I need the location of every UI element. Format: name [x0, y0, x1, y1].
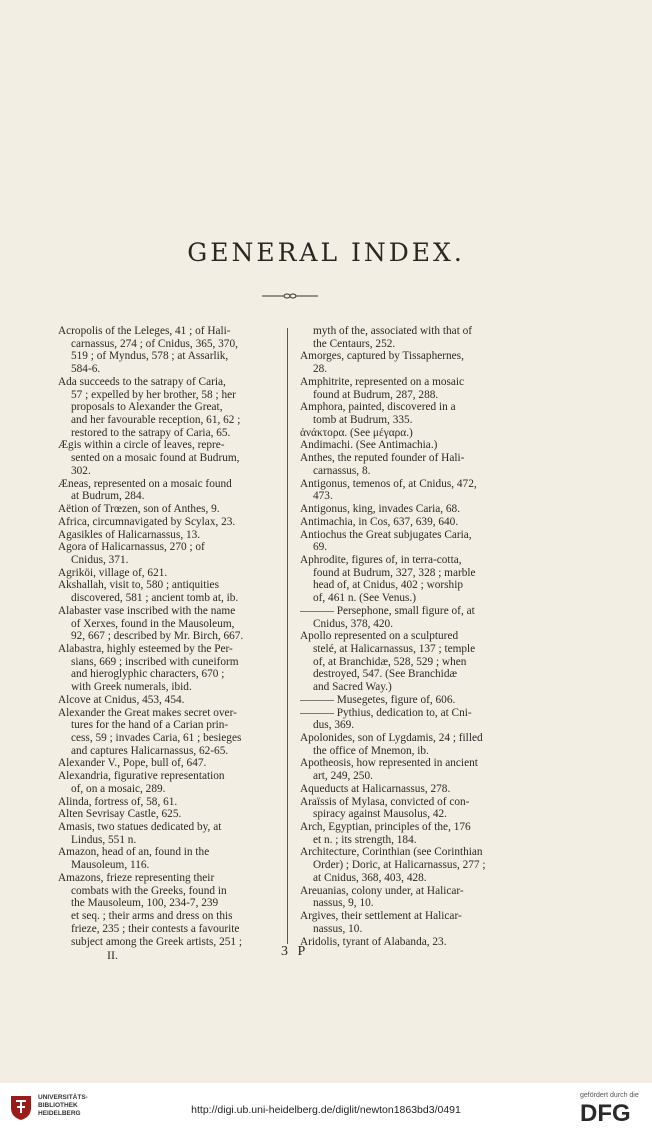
index-line: Mausoleum, 116. — [71, 859, 150, 872]
index-line: Antimachia, in Cos, 637, 639, 640. — [300, 515, 459, 528]
index-line: Amazons, frieze representing their — [58, 871, 215, 884]
index-line: Anthes, the reputed founder of Hali- — [300, 452, 465, 465]
index-line: Antigonus, temenos of, at Cnidus, 472, — [300, 477, 477, 490]
index-line: found at Budrum, 327, 328 ; marble — [313, 566, 476, 579]
index-line: subject among the Greek artists, 251 ; — [71, 935, 242, 948]
index-line: sented on a mosaic found at Budrum, — [71, 452, 240, 465]
index-line: the Centaurs, 252. — [313, 337, 396, 350]
index-line: Alexandria, figurative representation — [58, 770, 225, 783]
volume-signature: II. — [107, 948, 118, 962]
index-line: Antigonus, king, invades Caria, 68. — [300, 503, 461, 516]
index-line: 28. — [313, 363, 328, 376]
index-line: and hieroglyphic characters, 670 ; — [71, 668, 225, 681]
index-line: sians, 669 ; inscribed with cuneiform — [71, 655, 239, 668]
index-line: discovered, 581 ; ancient tomb at, ib. — [71, 592, 239, 605]
index-line: and captures Halicarnassus, 62-65. — [71, 744, 229, 757]
index-line: Aridolis, tyrant of Alabanda, 23. — [300, 935, 447, 948]
index-line: ——— Musegetes, figure of, 606. — [300, 693, 456, 706]
index-line: ——— Persephone, small figure of, at — [300, 604, 475, 617]
index-line: Cnidus, 378, 420. — [313, 617, 394, 630]
index-line: of, at Branchidæ, 528, 529 ; when — [313, 655, 467, 668]
title-ornament-icon — [262, 292, 318, 300]
index-line: restored to the satrapy of Caria, 65. — [71, 426, 231, 439]
index-line: Apolonides, son of Lygdamis, 24 ; filled — [300, 732, 483, 744]
index-line: art, 249, 250. — [313, 770, 373, 783]
index-line: and her favourable reception, 61, 62 ; — [71, 414, 241, 427]
dfg-logo — [580, 1100, 642, 1124]
index-line: dus, 369. — [313, 719, 355, 732]
index-line: Andimachi. (See Antimachia.) — [300, 439, 438, 452]
index-line: et n. ; its strength, 184. — [313, 833, 417, 846]
index-line: the office of Mnemon, ib. — [313, 744, 429, 757]
index-line: frieze, 235 ; their contests a favourite — [71, 922, 240, 935]
index-line: 69. — [313, 541, 328, 554]
index-line: Antiochus the Great subjugates Caria, — [300, 528, 472, 541]
index-line: Apotheosis, how represented in ancient — [300, 757, 478, 770]
index-line: Aqueducts at Halicarnassus, 278. — [300, 782, 451, 795]
index-line: stelé, at Halicarnassus, 137 ; temple — [313, 642, 476, 655]
index-line: head of, at Cnidus, 402 ; worship — [313, 579, 463, 592]
index-line: Alexander the Great makes secret over- — [58, 706, 237, 719]
index-line: et seq. ; their arms and dress on this — [71, 910, 233, 923]
index-line: Akshallah, visit to, 580 ; antiquities — [58, 579, 219, 592]
index-line: tures for the hand of a Carian prin- — [71, 719, 229, 732]
index-line: combats with the Greeks, found in — [71, 884, 227, 897]
index-line: Amphitrite, represented on a mosaic — [300, 375, 465, 388]
index-line: cess, 59 ; invades Caria, 61 ; besieges — [71, 732, 242, 744]
index-line: with Greek numerals, ibid. — [71, 681, 192, 694]
index-line: the Mausoleum, 100, 234-7, 239 — [71, 897, 219, 910]
funding-note: gefördert durch die — [580, 1092, 639, 1099]
index-line: Alinda, fortress of, 58, 61. — [58, 795, 178, 808]
index-line: Africa, circumnavigated by Scylax, 23. — [58, 515, 236, 528]
index-line: carnassus, 274 ; of Cnidus, 365, 370, — [71, 337, 238, 350]
index-line: Alten Sevrisay Castle, 625. — [58, 808, 182, 821]
index-line: Amorges, captured by Tissaphernes, — [300, 350, 464, 363]
index-line: 57 ; expelled by her brother, 58 ; her — [71, 388, 236, 401]
permalink[interactable]: http://digi.ub.uni-heidelberg.de/diglit/newton1863bd3/0491 — [191, 1104, 461, 1116]
column-divider — [287, 328, 288, 944]
index-line: proposals to Alexander the Great, — [71, 401, 223, 414]
index-line: Aëtion of Trœzen, son of Anthes, 9. — [58, 503, 220, 516]
index-line: ἀνάκτορα. (See μέγαρα.) — [300, 426, 413, 439]
page-title: GENERAL INDEX. — [187, 238, 465, 267]
index-line: 473. — [313, 490, 333, 503]
index-line: Aphrodite, figures of, in terra-cotta, — [300, 553, 462, 566]
institution-line: BIBLIOTHEK — [38, 1102, 78, 1109]
index-line: Amazon, head of an, found in the — [58, 846, 210, 859]
index-line: 519 ; of Myndus, 578 ; at Assarlik, — [71, 350, 229, 363]
index-line: myth of the, associated with that of — [313, 325, 473, 337]
index-line: carnassus, 8. — [313, 464, 371, 477]
index-line: at Budrum, 284. — [71, 490, 145, 503]
index-line: 302. — [71, 464, 91, 477]
index-line: Agriköi, village of, 621. — [58, 566, 168, 579]
index-column-left — [58, 325, 284, 948]
index-line: tomb at Budrum, 335. — [313, 414, 413, 427]
index-line: Areuanias, colony under, at Halicar- — [300, 884, 464, 897]
index-line: of, 461 n. (See Venus.) — [313, 592, 417, 605]
index-line: Architecture, Corinthian (see Corinthian — [300, 846, 483, 859]
index-line: Acropolis of the Leleges, 41 ; of Hali- — [58, 325, 231, 337]
index-line: Order) ; Doric, at Halicarnassus, 277 ; — [313, 859, 486, 872]
index-line: Amasis, two statues dedicated by, at — [58, 821, 222, 834]
index-line: Alabastra, highly esteemed by the Per- — [58, 642, 233, 655]
index-line: Araïssis of Mylasa, convicted of con- — [300, 795, 470, 808]
index-line: of Xerxes, found in the Mausoleum, — [71, 617, 235, 630]
index-line: Alabaster vase inscribed with the name — [58, 604, 236, 617]
index-line: Ægis within a circle of leaves, repre- — [58, 439, 225, 452]
index-line: Alexander V., Pope, bull of, 647. — [58, 757, 207, 770]
index-line: found at Budrum, 287, 288. — [313, 388, 439, 401]
index-line: 584-6. — [71, 363, 101, 376]
index-line: spiracy against Mausolus, 42. — [313, 808, 447, 821]
institution-line: UNIVERSITÄTS- — [38, 1094, 88, 1101]
index-line: Æneas, represented on a mosaic found — [58, 477, 232, 490]
index-line: ——— Pythius, dedication to, at Cni- — [300, 706, 472, 719]
index-line: Ada succeeds to the satrapy of Caria, — [58, 375, 226, 388]
index-line: Alcove at Cnidus, 453, 454. — [58, 693, 185, 706]
index-line: of, on a mosaic, 289. — [71, 782, 166, 795]
index-line: Cnidus, 371. — [71, 553, 129, 566]
index-line: Argives, their settlement at Halicar- — [300, 910, 462, 923]
index-line: Agasikles of Halicarnassus, 13. — [58, 528, 201, 541]
index-column-right — [300, 325, 526, 948]
dfg-logo-text: DFG — [580, 1100, 631, 1124]
index-line: Arch, Egyptian, principles of the, 176 — [300, 821, 471, 834]
index-line: 92, 667 ; described by Mr. Birch, 667. — [71, 630, 244, 643]
index-line: Apollo represented on a sculptured — [300, 630, 459, 643]
index-line: destroyed, 547. (See Branchidæ — [313, 668, 458, 681]
index-line: nassus, 10. — [313, 922, 363, 935]
sheet-signature: 3 P — [281, 944, 309, 959]
index-line: Amphora, painted, discovered in a — [300, 401, 456, 414]
index-line: and Sacred Way.) — [313, 681, 392, 694]
institution-line: HEIDELBERG — [38, 1110, 81, 1117]
index-line: nassus, 9, 10. — [313, 897, 374, 910]
index-line: at Cnidus, 368, 403, 428. — [313, 871, 427, 884]
index-line: Lindus, 551 n. — [71, 833, 137, 846]
index-line: Agora of Halicarnassus, 270 ; of — [58, 541, 205, 554]
